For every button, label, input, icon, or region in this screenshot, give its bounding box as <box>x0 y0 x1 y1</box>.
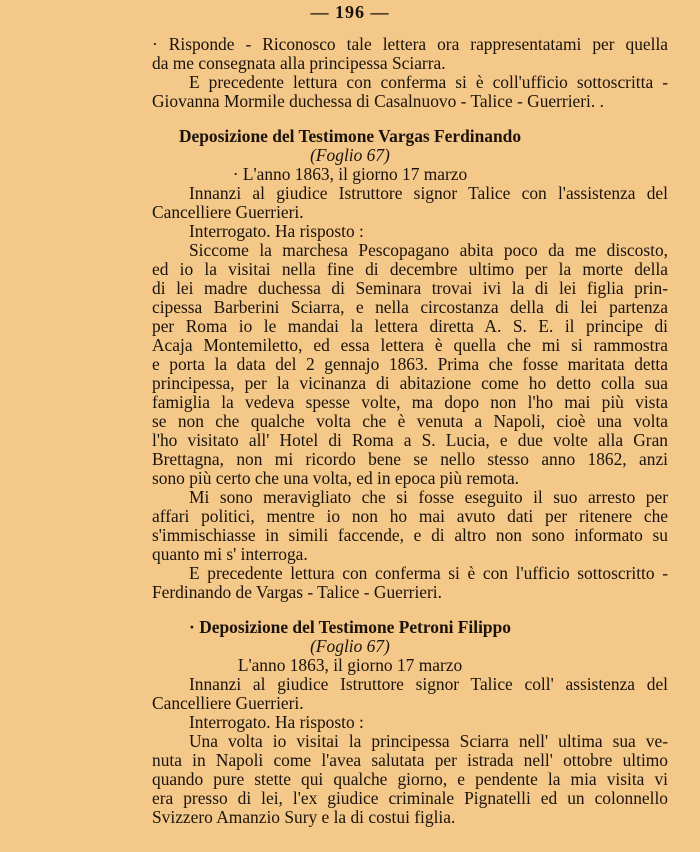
text-line: Mi sono meravigliato che si fosse eseguito il suo arresto per <box>189 487 668 507</box>
text-line: ed io la visitai nella fine di decembre ultimo per la morte della <box>152 259 668 279</box>
text-line: per Roma io le mandai la lettera diretta A. S. E. il principe di <box>152 316 668 336</box>
text-line: cipessa Barberini Sciarra, e nella circostanza della di lei partenza <box>152 297 668 317</box>
text-line: quando pure stette qui qualche giorno, e pendente la mia visita vi <box>152 769 668 789</box>
text-line: Svizzero Amanzio Sury e la di costui figlia. <box>152 807 456 827</box>
text-line: Siccome la marchesa Pescopagano abita poco da me discosto, <box>189 240 668 260</box>
text-line: Giovanna Mormile duchessa di Casalnuovo - Talice - Guerrieri. . <box>152 91 604 111</box>
text-line: affari politici, mentre io non ho mai avuto dati per ritenere che <box>152 506 668 526</box>
text-line: Cancelliere Guerrieri. <box>152 693 304 713</box>
page-number: — 196 — <box>310 2 390 22</box>
text-line: Cancelliere Guerrieri. <box>152 202 304 222</box>
text-line: · Risponde - Riconosco tale lettera ora rappresentatami per quella <box>152 34 668 54</box>
text-line: E precedente lettura con conferma si è coll'ufficio sottoscritta - <box>189 72 668 92</box>
text-line: Interrogato. Ha risposto : <box>189 712 364 732</box>
text-line: Una volta io visitai la principessa Sciarra nell' ultima sua ve- <box>189 731 668 751</box>
text-line: quanto mi s' interroga. <box>152 544 308 564</box>
foglio-reference: (Foglio 67) <box>310 145 390 165</box>
deposition-date: L'anno 1863, il giorno 17 marzo <box>237 655 463 675</box>
deposition-title: · Deposizione del Testimone Petroni Filippo <box>189 617 511 637</box>
text-line: Innanzi al giudice Istruttore signor Talice coll' assistenza del <box>189 674 668 694</box>
text-line: se non che qualche volta che è venuta a Napoli, cioè una volta <box>152 411 668 431</box>
text-line: famiglia la vedeva spesse volte, ma dopo non l'ho mai più vista <box>152 392 668 412</box>
text-line: era presso di lei, l'ex giudice criminale Pignatelli ed un colonnello <box>152 788 668 808</box>
deposition-title: Deposizione del Testimone Vargas Ferdinando <box>178 126 522 146</box>
text-line: s'immischiasse in simili faccende, e di altro non sono informato su <box>152 525 668 545</box>
text-line: E precedente lettura con conferma si è con l'ufficio sottoscritto - <box>189 563 668 583</box>
text-line: Ferdinando de Vargas - Talice - Guerrieri. <box>152 582 442 602</box>
text-line: Interrogato. Ha risposto : <box>189 221 364 241</box>
text-line: nuta in Napoli come l'avea salutata per istrada nell' ottobre ultimo <box>152 750 668 770</box>
foglio-reference: (Foglio 67) <box>310 636 390 656</box>
text-line: da me consegnata alla principessa Sciarra. <box>152 53 446 73</box>
text-line: di lei madre duchessa di Seminara trovai ivi la di lei figlia prin- <box>152 278 668 298</box>
text-line: Acaja Montemiletto, ed essa lettera è quella che mi si rammostra <box>152 335 668 355</box>
deposition-date: · L'anno 1863, il giorno 17 marzo <box>232 164 468 184</box>
text-line: Innanzi al giudice Istruttore signor Talice con l'assistenza del <box>189 183 668 203</box>
text-line: sono più certo che una volta, ed in epoca più remota. <box>152 468 520 488</box>
text-line: l'ho visitato all' Hotel di Roma a S. Lucia, e due volte alla Gran <box>152 430 668 450</box>
text-line: principessa, per la vicinanza di abitazione come ho detto colla sua <box>152 373 668 393</box>
text-line: Brettagna, non mi ricordo bene se nello stesso anno 1862, anzi <box>152 449 668 469</box>
text-line: e porta la data del 2 gennajo 1863. Prima che fosse maritata detta <box>152 354 668 374</box>
